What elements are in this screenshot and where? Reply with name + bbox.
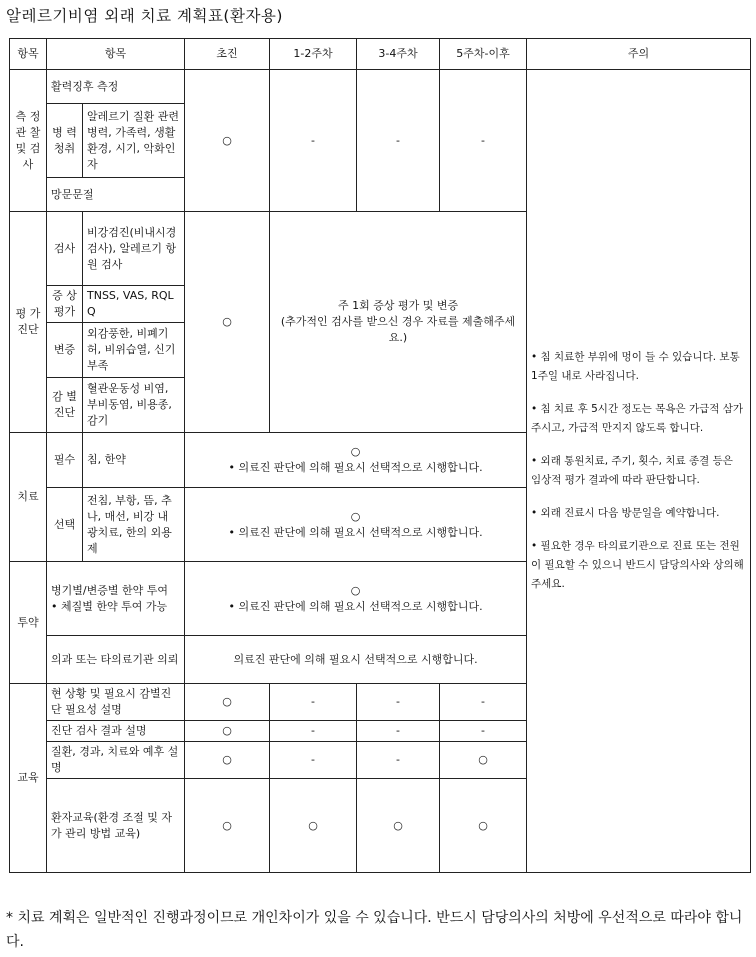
row-med-detail: 병기별/변증별 한약 투여 • 체질별 한약 투여 가능 xyxy=(47,562,185,636)
table-row xyxy=(10,70,751,104)
row-inspection: 망문문절 xyxy=(47,178,185,212)
week-1-2-mark: - xyxy=(270,70,357,212)
caution-note: • 외래 진료시 다음 방문일을 예약합니다. xyxy=(531,507,720,519)
treatment-plan-table xyxy=(9,38,751,873)
edu3-first-visit: ○ xyxy=(185,742,270,779)
caution-note: • 침 치료한 부위에 멍이 들 수 있습니다. 보통 1주일 내로 사라집니다. xyxy=(531,351,740,382)
row-history-detail: 알레르기 질환 관련 병력, 가족력, 생활환경, 시기, 악화인자 xyxy=(83,104,185,178)
edu4-week-5-plus: ○ xyxy=(440,779,527,873)
section-treatment: 치료 xyxy=(10,433,47,562)
caution-note: • 외래 통원치료, 주기, 횟수, 치료 종결 등은 임상적 평가 결과에 따라 판단합니다. xyxy=(531,455,733,486)
caution-note: • 필요한 경우 타의료기관으로 진료 또는 전원이 필요할 수 있으니 반드시 담당의사와 상의해주세요. xyxy=(531,540,744,590)
row-exam-group: 검사 xyxy=(47,212,83,286)
row-vital: 활력징후 측정 xyxy=(47,70,185,104)
document-title: 알레르기비염 외래 치료 계획표(환자용) xyxy=(6,7,283,25)
header-item: 항목 xyxy=(47,39,185,70)
weekly-eval-text: 주 1회 증상 평가 및 변증 xyxy=(337,299,459,312)
optional-text: • 의료진 판단에 의해 필요시 선택적으로 시행합니다. xyxy=(228,525,483,539)
edu4-week-3-4: ○ xyxy=(357,779,440,873)
first-visit-mark: ○ xyxy=(185,70,270,212)
edu1-week-5-plus: - xyxy=(440,684,527,721)
footnote: * 치료 계획은 일반적인 진행과정이므로 개인차이가 있을 수 있습니다. 반드시 담당의사의 처방에 우선적으로 따라야 합니다. xyxy=(6,910,743,950)
row-pattern-group: 변증 xyxy=(47,323,83,378)
weekly-eval-cell xyxy=(270,212,527,433)
section-education: 교육 xyxy=(10,684,47,873)
edu3-week-3-4: - xyxy=(357,742,440,779)
week-3-4-mark: - xyxy=(357,70,440,212)
section-measurement: 측 정 관 찰 및 검사 xyxy=(10,70,47,212)
edu2-week-3-4: - xyxy=(357,721,440,742)
edu1-week-1-2: - xyxy=(270,684,357,721)
med-mark: ○ xyxy=(350,583,361,597)
row-med-other: 의과 또는 타의료기관 의뢰 xyxy=(47,636,185,684)
header-week-3-4: 3-4주차 xyxy=(357,39,440,70)
row-required-group: 필수 xyxy=(47,433,83,488)
row-exam-detail: 비강검진(비내시경 검사), 알레르기 항원 검사 xyxy=(83,212,185,286)
row-diff-group: 감 별 진단 xyxy=(47,378,83,433)
edu4-week-1-2: ○ xyxy=(270,779,357,873)
med-cell xyxy=(185,562,527,636)
section-medication: 투약 xyxy=(10,562,47,684)
week-5-plus-mark: - xyxy=(440,70,527,212)
edu2-week-5-plus: - xyxy=(440,721,527,742)
row-optional-detail: 전침, 부항, 뜸, 추나, 매선, 비강 내 광치료, 한의 외용제 xyxy=(83,488,185,562)
edu3-week-5-plus: ○ xyxy=(440,742,527,779)
row-required-detail: 침, 한약 xyxy=(83,433,185,488)
edu2-first-visit: ○ xyxy=(185,721,270,742)
header-caution: 주의 xyxy=(527,39,751,70)
header-week-5-plus: 5주차-이후 xyxy=(440,39,527,70)
row-optional-group: 선택 xyxy=(47,488,83,562)
section-evaluation: 평 가 진단 xyxy=(10,212,47,433)
weekly-eval-subtext: (추가적인 검사를 받으신 경우 자료를 제출해주세요.) xyxy=(280,315,516,344)
edu1-week-3-4: - xyxy=(357,684,440,721)
row-history-group: 병 력 청취 xyxy=(47,104,83,178)
med-text: • 의료진 판단에 의해 필요시 선택적으로 시행합니다. xyxy=(228,599,483,613)
header-row xyxy=(10,39,751,70)
edu3-week-1-2: - xyxy=(270,742,357,779)
row-diff-detail: 혈관운동성 비염, 부비동염, 비용종, 감기 xyxy=(83,378,185,433)
row-edu2: 진단 검사 결과 설명 xyxy=(47,721,185,742)
header-first-visit: 초진 xyxy=(185,39,270,70)
required-mark: ○ xyxy=(350,445,361,458)
header-category: 항목 xyxy=(10,39,47,70)
row-edu4: 환자교육(환경 조절 및 자가 관리 방법 교육) xyxy=(47,779,185,873)
row-pattern-detail: 외감풍한, 비폐기허, 비위습열, 신기부족 xyxy=(83,323,185,378)
first-visit-mark: ○ xyxy=(185,212,270,433)
caution-note: • 침 치료 후 5시간 정도는 목욕은 가급적 삼가주시고, 가급적 만지지 않도록 합니다. xyxy=(531,403,744,434)
edu1-first-visit: ○ xyxy=(185,684,270,721)
caution-notes xyxy=(527,70,751,873)
required-cell xyxy=(185,433,527,488)
row-symptom-detail: TNSS, VAS, RQLQ xyxy=(83,286,185,323)
row-edu1: 현 상황 및 필요시 감별진단 필요성 설명 xyxy=(47,684,185,721)
edu2-week-1-2: - xyxy=(270,721,357,742)
med-other-text: 의료진 판단에 의해 필요시 선택적으로 시행합니다. xyxy=(185,636,527,684)
header-week-1-2: 1-2주차 xyxy=(270,39,357,70)
optional-mark: ○ xyxy=(350,509,361,523)
row-symptom-group: 증 상 평가 xyxy=(47,286,83,323)
row-edu3: 질환, 경과, 치료와 예후 설명 xyxy=(47,742,185,779)
required-text: • 의료진 판단에 의해 필요시 선택적으로 시행합니다. xyxy=(228,461,483,474)
optional-cell xyxy=(185,488,527,562)
edu4-first-visit: ○ xyxy=(185,779,270,873)
